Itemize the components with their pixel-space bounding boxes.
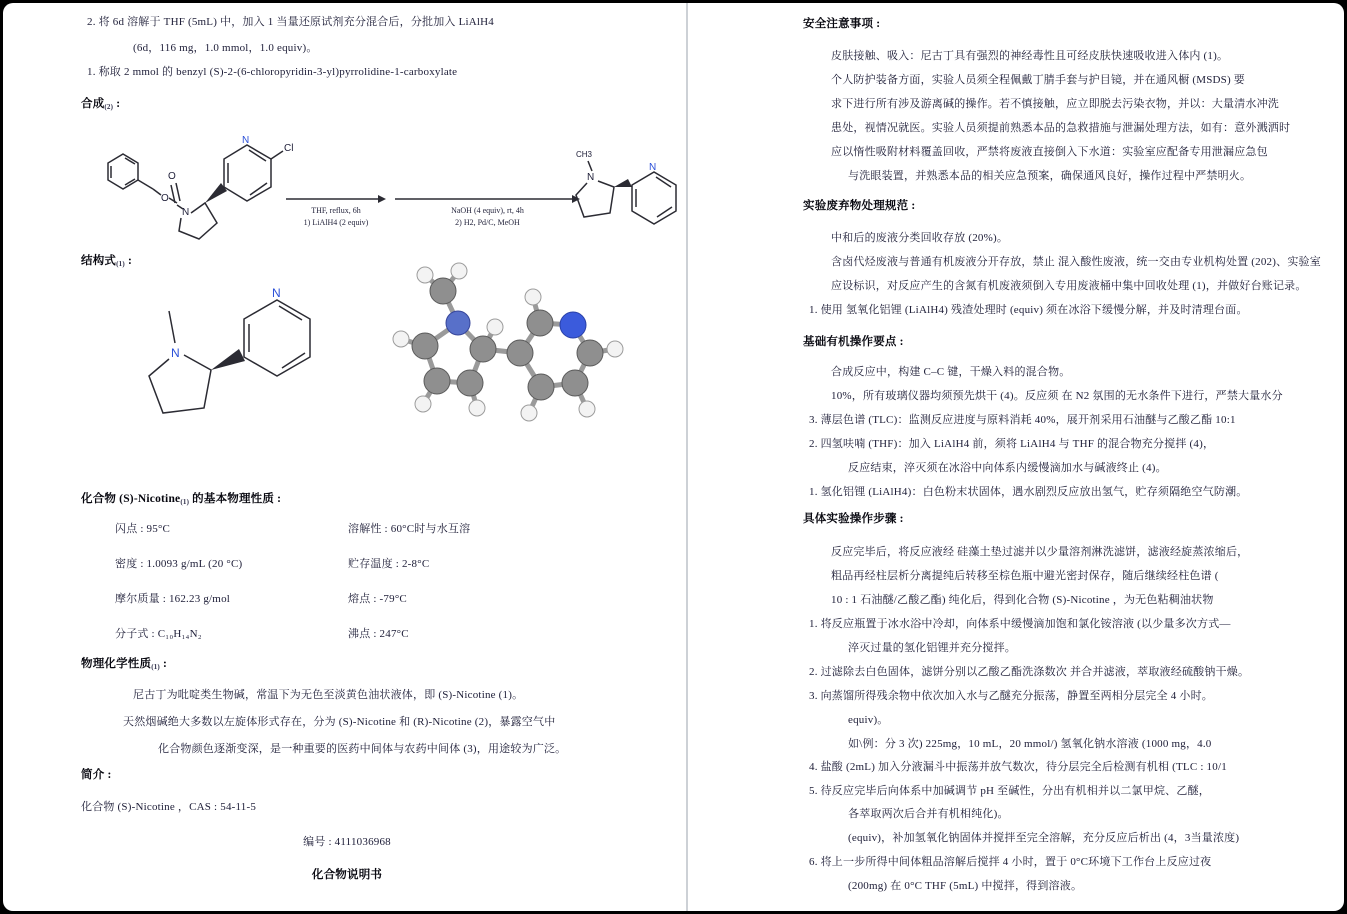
safety-line: 与洗眼装置，并熟悉本品的相关应急预案，确保通风良好，操作过程中严禁明火。 (848, 170, 1252, 182)
pyridine-n-label: N (649, 162, 657, 173)
procedure-step-2-line1: 2. 将 6d 溶解于 THF (5mL) 中，加入 1 当量还原试剂充分混合后，分批加入 LiAlH4 (87, 16, 494, 28)
o-atom-label: O (168, 171, 176, 182)
safety-heading: 安全注意事项 : (803, 18, 881, 30)
n-atom-label: N (182, 207, 190, 218)
waste-line: 中和后的废液分类回收存放 (20%)。 (831, 232, 1009, 244)
intro-heading: 简介 : (81, 769, 112, 781)
safety-line: 个人防护装备方面，实验人员须全程佩戴丁腈手套与护目镜，并在通风橱 (MSDS) 要 (831, 74, 1245, 86)
procedure-line: equiv)。 (848, 714, 889, 726)
physchem-line: 天然烟碱绝大多数以左旋体形式存在，分为 (S)-Nicotine 和 (R)-Nicotine (2)，暴露空气中 (123, 716, 556, 728)
pyridine-n-label: N (242, 135, 250, 146)
pyridine-n-label: N (272, 286, 281, 300)
basics-line: 10%，所有玻璃仪器均须预先烘干 (4)。反应须 在 N2 氛围的无水条件下进行，严禁大量水分 (831, 390, 1283, 402)
arrow-2-conditions-line1: NaOH (4 equiv), rt, 4h (451, 206, 524, 215)
pyrrolidine-n-label: N (171, 346, 180, 360)
basics-heading: 基础有机操作要点 : (803, 336, 904, 348)
procedure-numbered-line: 5. 待反应完毕后向体系中加碱调节 pH 至碱性，分出有机相并以二氯甲烷、乙醚， (809, 785, 1210, 797)
arrow-1-conditions-line1: THF, reflux, 6h (311, 206, 361, 215)
document-title: 化合物说明书 (311, 869, 383, 881)
procedure-line: 如\例：分 3 次) 225mg，10 mL，20 mmol/) 氢氧化钠水溶液 (1000 mg，4.0 (848, 738, 1212, 750)
procedure-line: (equiv)，补加氢氧化钠固体并搅拌至完全溶解，充分反应后析出 (4，3当量浓度) (848, 832, 1240, 844)
property-cell: 熔点 : -79°C (348, 593, 407, 605)
document-sheet (3, 3, 1344, 911)
basics-numbered-line: 3. 薄层色谱 (TLC)：监测反应进度与原料消耗 40%，展开剂采用石油醚与乙酸乙酯 10:1 (809, 414, 1236, 426)
property-cell: 溶解性 : 60°C时与水互溶 (348, 523, 471, 535)
waste-numbered-line: 1. 使用 氢氧化铝锂 (LiAlH4) 残渣处理时 (equiv) 须在冰浴下缓慢分解，并及时清理台面。 (809, 304, 1248, 316)
procedure-line: 粗品再经柱层析分离提纯后转移至棕色瓶中避光密封保存，随后继续经柱色谱 ( (831, 570, 1219, 582)
safety-line: 皮肤接触、吸入：尼古丁具有强烈的神经毒性且可经皮肤快速吸收进入体内 (1)。 (831, 50, 1229, 62)
pyrrolidine-n-label: N (587, 172, 595, 183)
procedure-numbered-line: 4. 盐酸 (2mL) 加入分液漏斗中振荡并放气数次，待分层完全后检测有机相 (TLC : 10/1 (809, 761, 1227, 773)
compound-cas-line: 化合物 (S)-Nicotine ，CAS : 54-11-5 (81, 801, 257, 813)
properties-heading: 化合物 (S)-Nicotine$_{(1)}$ 的基本物理性质 : (81, 493, 282, 506)
waste-line: 应设标识，对反应产生的含氮有机废液须倒入专用废液桶中集中回收处理 (1)，并做好台账记录。 (831, 280, 1307, 292)
property-cell: 摩尔质量 : 162.23 g/mol (115, 593, 231, 605)
3d-pyrrolidine-nitrogen (446, 311, 470, 335)
page-divider (686, 3, 688, 911)
safety-line: 患处，视情况就医。实验人员须提前熟悉本品的急救措施与泄漏处理方法，如有：意外溅洒时 (831, 122, 1291, 134)
basics-line: 反应结束，淬灭须在冰浴中向体系内缓慢滴加水与碱液终止 (4)。 (848, 462, 1167, 474)
arrow-1-conditions-line2: 1) LiAlH4 (2 equiv) (303, 218, 369, 227)
arrow-2-conditions-line2: 2) H2, Pd/C, MeOH (455, 218, 520, 227)
document-number: 编号 : 4111036968 (303, 836, 391, 848)
reaction-arrow-2 (395, 193, 580, 205)
procedure-numbered-line: 2. 过滤除去白色固体，滤饼分别以乙酸乙酯洗涤数次 并合并滤液，萃取液经硫酸钠干燥。 (809, 666, 1250, 678)
physchem-line: 尼古丁为吡啶类生物碱，常温下为无色至淡黄色油状液体，即 (S)-Nicotine (1)。 (133, 689, 524, 701)
property-cell: 分子式 : C₁₀H₁₄N₂ (115, 628, 202, 640)
synthesis-heading: 合成$_{(2)}$ : (81, 98, 121, 111)
3d-pyridine-nitrogen (560, 312, 586, 338)
procedure-step-2-line2: (6d，116 mg，1.0 mmol，1.0 equiv)。 (133, 42, 318, 54)
safety-line: 求下进行所有涉及游离碱的操作。若不慎接触，应立即脱去污染衣物，并以：大量清水冲洗 (831, 98, 1279, 110)
property-cell: 密度 : 1.0093 g/mL (20 °C) (115, 558, 243, 570)
safety-line: 应以惰性吸附材料覆盖回收，严禁将废液直接倒入下水道：实验室应配备专用泄漏应急包 (831, 146, 1268, 158)
procedure-numbered-line: 3. 向蒸馏所得残余物中依次加入水与乙醚充分振荡，静置至两相分层完全 4 小时。 (809, 690, 1213, 702)
reaction-arrow-1 (286, 193, 386, 205)
procedure-line: 10 : 1 石油醚/乙酸乙酯) 纯化后，得到化合物 (S)-Nicotine ，为无色粘稠油状物 (831, 594, 1214, 606)
3d-carbons (412, 278, 603, 400)
methyl-label: CH3 (576, 150, 593, 159)
basics-line: 合成反应中，构建 C–C 键，干燥入料的混合物。 (831, 366, 1071, 378)
procedure-line: (200mg) 在 0°C THF (5mL) 中搅拌，得到溶液。 (848, 880, 1083, 892)
waste-line: 含卤代烃废液与普通有机废液分开存放，禁止 混入酸性废液，统一交由专业机构处置 (202)、实验室 (831, 256, 1321, 268)
physchem-heading: 物理化学性质$_{(1)}$ : (81, 658, 168, 671)
o-atom-label: O (161, 193, 169, 204)
waste-heading: 实验废弃物处理规范 : (803, 200, 916, 212)
basics-numbered-line: 2. 四氢呋喃 (THF)：加入 LiAlH4 前，须将 LiAlH4 与 THF 的混合物充分搅拌 (4)， (809, 438, 1215, 450)
property-cell: 贮存温度 : 2-8°C (348, 558, 430, 570)
procedure-heading: 具体实验操作步骤 : (803, 513, 904, 525)
physchem-line: 化合物颜色逐渐变深，是一种重要的医药中间体与农药中间体 (3)，用途较为广泛。 (158, 743, 567, 755)
cbz-intermediate-structure (95, 123, 300, 255)
nicotine-3d-model (355, 261, 640, 481)
basics-numbered-line: 1. 氢化铝锂 (LiAlH4)：白色粉末状固体，遇水剧烈反应放出氢气，贮存须隔绝空气防潮。 (809, 486, 1248, 498)
property-cell: 闪点 : 95°C (115, 523, 171, 535)
procedure-line: 淬灭过量的氢化铝锂并充分搅拌。 (848, 642, 1016, 654)
structure-heading: 结构式$_{(1)}$ : (81, 255, 132, 268)
cl-atom-label: Cl (284, 143, 294, 154)
nicotine-2d-structure (111, 275, 346, 475)
procedure-line: 反应完毕后，将反应液经 硅藻土垫过滤并以少量溶剂淋洗滤饼，滤液经旋蒸浓缩后， (831, 546, 1249, 558)
procedure-numbered-line: 1. 将反应瓶置于冰水浴中冷却，向体系中缓慢滴加饱和氯化铵溶液 (以少量多次方式— (809, 618, 1231, 630)
procedure-numbered-line: 6. 将上一步所得中间体粗品溶解后搅拌 4 小时，置于 0°C环境下工作台上反应过夜 (809, 856, 1212, 868)
procedure-step-1-line: 1. 称取 2 mmol 的 benzyl (S)-2-(6-chloropyridin-3-yl)pyrrolidine-1-carboxylate (87, 66, 458, 78)
property-cell: 沸点 : 247°C (348, 628, 409, 640)
procedure-line: 各萃取两次后合并有机相纯化)。 (848, 808, 1009, 820)
nicotine-product-structure (566, 141, 684, 259)
